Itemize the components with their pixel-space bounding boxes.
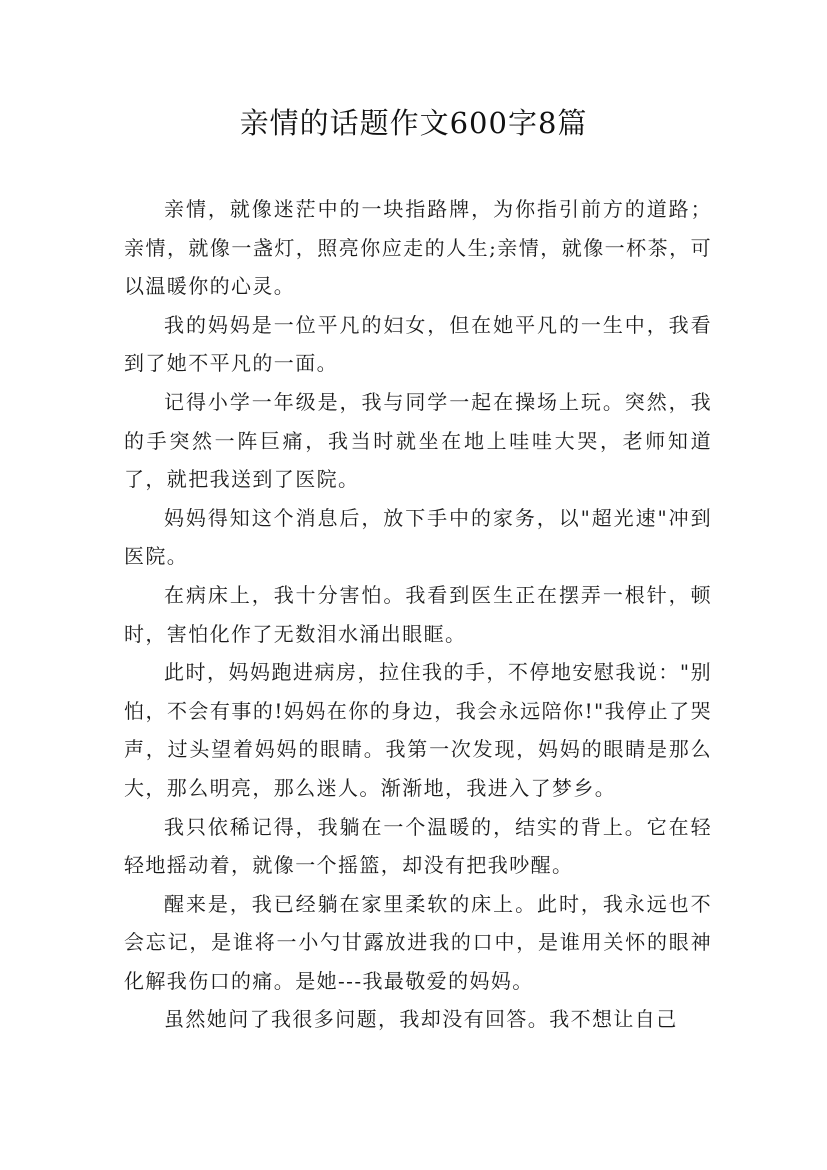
paragraph: 亲情，就像迷茫中的一块指路牌，为你指引前方的道路；亲情，就像一盏灯，照亮你应走的人生;亲情，就像一杯茶，可以温暖你的心灵。 — [124, 197, 712, 299]
paragraph: 此时，妈妈跑进病房，拉住我的手，不停地安慰我说："别怕，不会有事的!妈妈在你的身边，我会永远陪你!"我停止了哭声，过头望着妈妈的眼睛。我第一次发现，妈妈的眼睛是那么大，那么明亮，那么迷人。渐渐地，我进入了梦乡。 — [124, 660, 712, 800]
document-title: 亲情的话题作文600字8篇 — [239, 106, 588, 140]
document-body — [124, 190, 712, 1039]
paragraph: 在病床上，我十分害怕。我看到医生正在摆弄一根针，顿时，害怕化作了无数泪水涌出眼眶。 — [124, 582, 712, 646]
paragraph: 虽然她问了我很多问题，我却没有回答。我不想让自己 — [164, 1007, 678, 1032]
paragraph: 记得小学一年级是，我与同学一起在操场上玩。突然，我的手突然一阵巨痛，我当时就坐在地上哇哇大哭，老师知道了，就把我送到了医院。 — [124, 389, 712, 492]
paragraph: 醒来是，我已经躺在家里柔软的床上。此时，我永远也不会忘记，是谁将一小勺甘露放进我的口中，是谁用关怀的眼神化解我伤口的痛。是她---我最敬爱的妈妈。 — [124, 891, 712, 993]
paragraph: 妈妈得知这个消息后，放下手中的家务，以"超光速"冲到医院。 — [124, 505, 712, 569]
paragraph: 我只依稀记得，我躺在一个温暖的，结实的背上。它在轻轻地摇动着，就像一个摇篮，却没有把我吵醒。 — [124, 814, 712, 878]
paragraph: 我的妈妈是一位平凡的妇女，但在她平凡的一生中，我看到了她不平凡的一面。 — [124, 312, 712, 376]
